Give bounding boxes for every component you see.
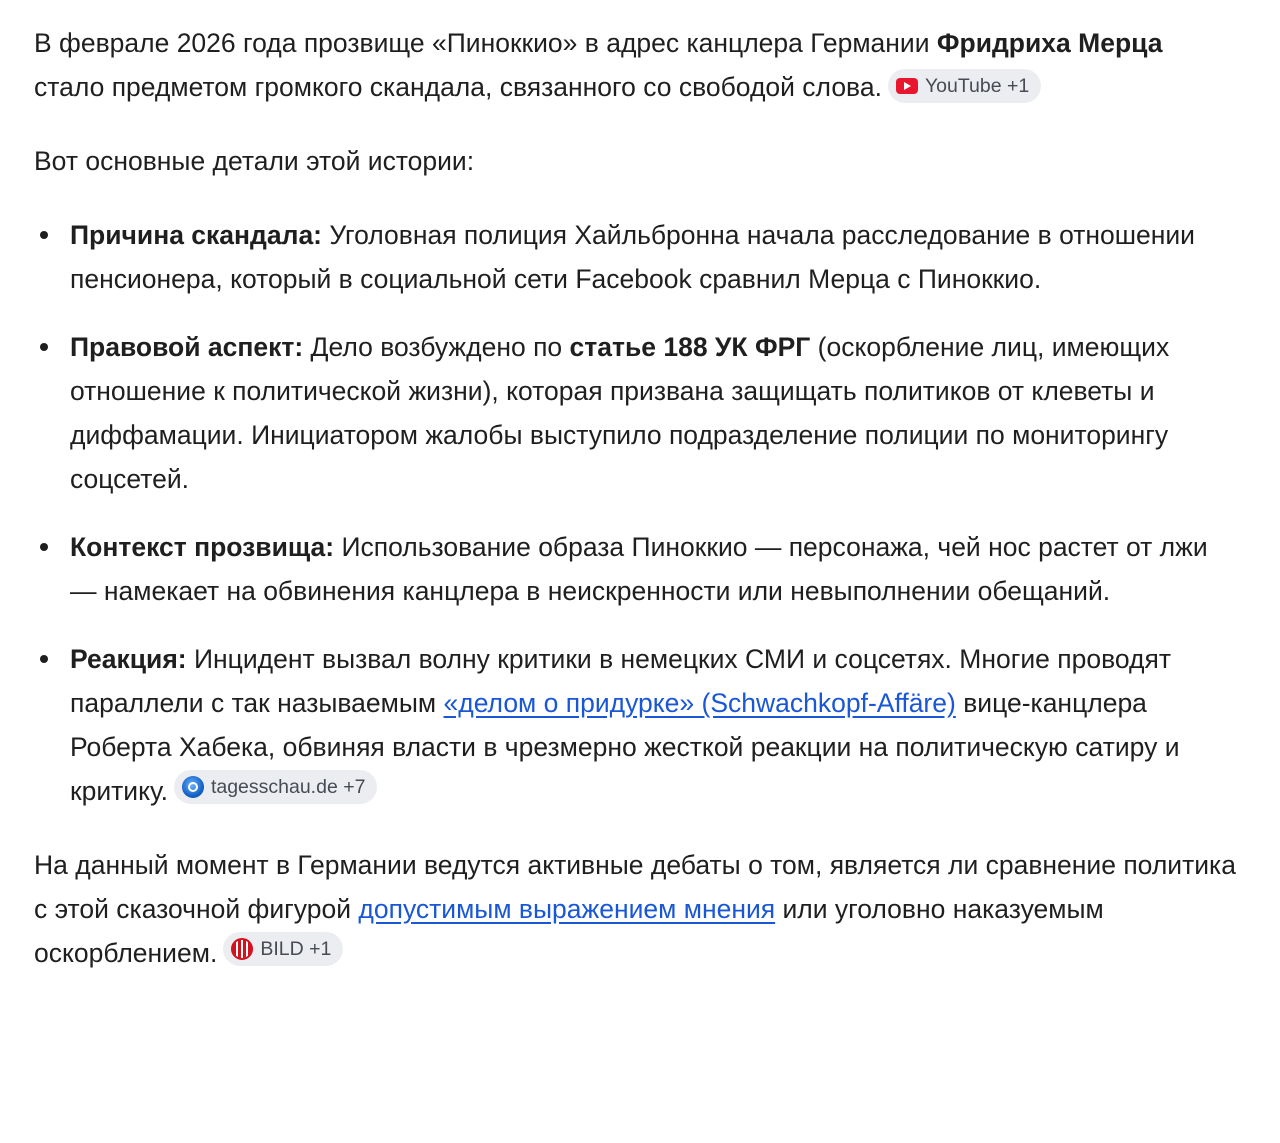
text: или уголовно наказуемым оскорблением. bbox=[34, 894, 1104, 968]
opinion-expression-link[interactable]: допустимым выражением мнения bbox=[358, 894, 776, 924]
item-text: Дело возбуждено по bbox=[303, 332, 570, 362]
text: стало предметом громкого скандала, связанного со свободой слова. bbox=[34, 72, 882, 102]
item-text: Инцидент вызвал волну критики в немецких СМИ и соцсетях. Многие проводят параллели с так называемым bbox=[70, 644, 1171, 718]
conclusion-paragraph bbox=[34, 843, 1239, 975]
text: На данный момент в Германии ведутся активные дебаты о том, является ли сравнение политика с этой сказочной фигурой bbox=[34, 850, 1236, 924]
list-item bbox=[70, 325, 1239, 501]
item-title: Реакция: bbox=[70, 644, 187, 674]
bold-text: статье 188 УК ФРГ bbox=[569, 332, 811, 362]
bild-icon bbox=[231, 938, 253, 960]
schwachkopf-affaere-link[interactable]: «делом о придурке» (Schwachkopf-Affäre) bbox=[443, 688, 956, 718]
list-item bbox=[70, 525, 1239, 613]
list-item bbox=[70, 637, 1239, 813]
item-text: вице-канцлера Роберта Хабека, обвиняя власти в чрезмерно жесткой реакции на политическую сатиру и критику. bbox=[70, 688, 1180, 806]
source-chip-youtube[interactable] bbox=[888, 69, 1041, 103]
answer-content bbox=[34, 21, 1239, 975]
details-list bbox=[34, 213, 1239, 813]
source-chip-tagesschau[interactable] bbox=[174, 770, 378, 804]
item-text: Уголовная полиция Хайльбронна начала расследование в отношении пенсионера, который в социальной сети Facebook сравнил Мерца с Пиноккио. bbox=[70, 220, 1195, 294]
source-chip-bild[interactable] bbox=[223, 932, 343, 966]
lead-paragraph: Вот основные детали этой истории: bbox=[34, 146, 475, 176]
chip-label: tagesschau.de +7 bbox=[210, 776, 366, 798]
item-text: (оскорбление лиц, имеющих отношение к политической жизни), которая призвана защищать политиков от клеветы и диффамации. Инициатором жалобы выступило подразделение полиции по мониторингу соцсетей. bbox=[70, 332, 1170, 494]
tagesschau-icon bbox=[182, 776, 204, 798]
chip-label: YouTube +1 bbox=[924, 75, 1030, 97]
bold-text: Фридриха Мерца bbox=[936, 28, 1163, 58]
intro-paragraph bbox=[34, 21, 1239, 109]
list-item bbox=[70, 213, 1239, 301]
chip-label: BILD +1 bbox=[260, 938, 332, 960]
item-title: Причина скандала: bbox=[70, 220, 323, 250]
item-text: Использование образа Пиноккио — персонажа, чей нос растет от лжи — намекает на обвинения канцлера в неискренности или невыполнении обещаний. bbox=[70, 532, 1208, 606]
item-title: Контекст прозвища: bbox=[70, 532, 335, 562]
youtube-icon bbox=[896, 78, 918, 94]
text: В феврале 2026 года прозвище «Пиноккио» в адрес канцлера Германии bbox=[34, 28, 937, 58]
item-title: Правовой аспект: bbox=[70, 332, 304, 362]
